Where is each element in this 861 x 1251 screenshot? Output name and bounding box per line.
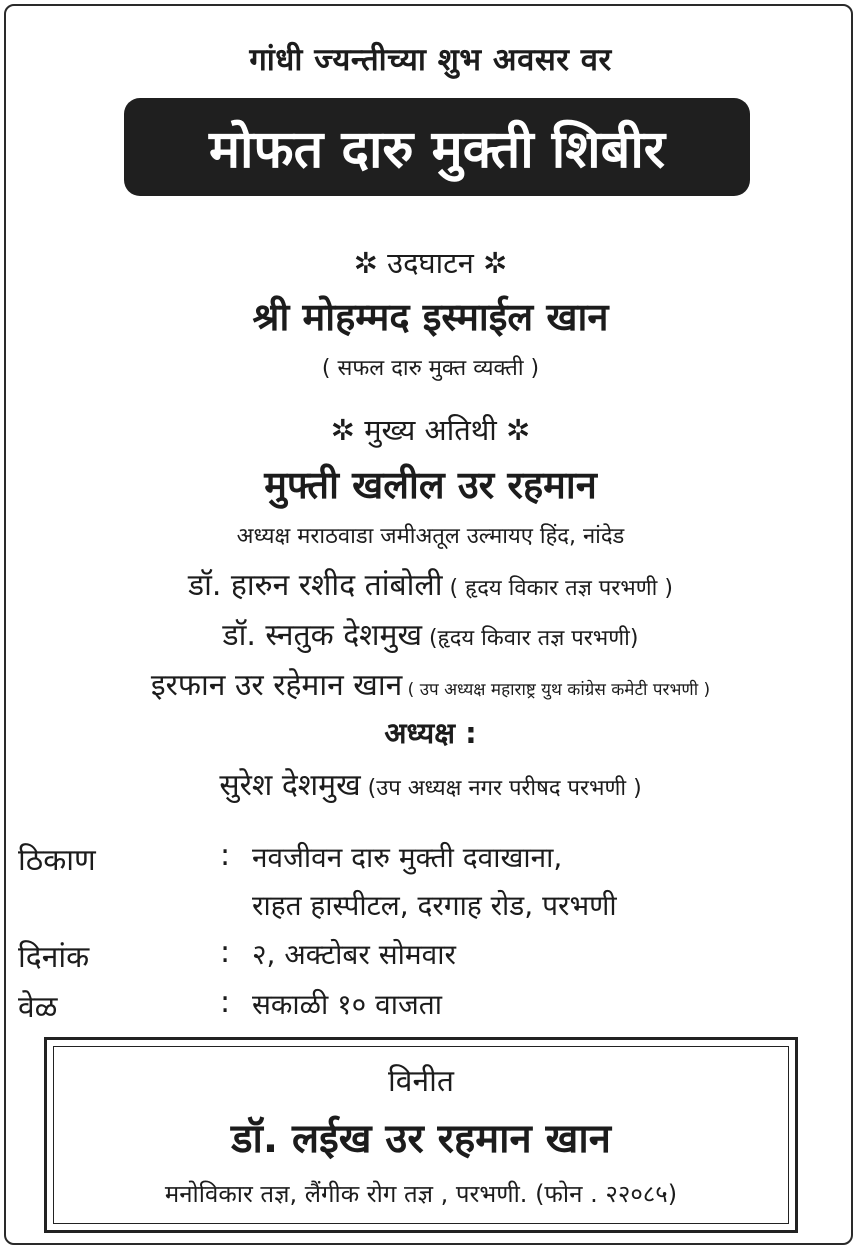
star-icon: ✲ [483,246,508,280]
guest-desc: ( हृदय विकार तज्ञ परभणी ) [442,576,673,601]
guest-desc: (हृदय किवार तज्ञ परभणी) [422,626,639,651]
guest-name: डॉ. हारुन रशीद तांबोली [188,568,443,603]
guest-name: इरफान उर रहेमान खान [150,668,403,703]
date-colon: : [220,935,231,970]
star-icon: ✲ [353,246,378,280]
venue-line-1: नवजीवन दारु मुक्ती दवाखाना, [252,841,563,874]
organizer-desc: मनोविकार तज्ञ, लैंगीक रोग तज्ञ , परभणी. (फोन . २२०८५) [164,1180,678,1208]
chief-guest-label: मुख्य अतिथी [364,413,497,447]
president-desc: (उप अध्यक्ष नगर परीषद परभणी ) [360,776,642,801]
inaugurator-desc: ( सफल दारु मुक्त व्यक्ती ) [321,356,540,381]
date-label: दिनांक [18,940,90,975]
star-icon: ✲ [330,413,355,447]
guest-name: डॉ. स्नतुक देशमुख [222,618,423,653]
occasion-line: गांधी ज्यन्तीच्या शुभ अवसर वर [249,42,612,78]
chief-guest-desc: अध्यक्ष मराठवाडा जमीअतूल उल्मायए हिंद, नांदेड [236,524,625,549]
president-heading: अध्यक्ष : [384,716,477,750]
guest-row [0,663,861,704]
time-colon: : [220,985,231,1020]
time-label: वेळ [18,990,58,1025]
guest-row [0,613,861,654]
venue-colon: : [220,838,231,873]
title-banner [124,98,750,196]
president-row [0,763,861,804]
organizer-box [44,1037,798,1233]
star-icon: ✲ [506,413,531,447]
guest-row [0,563,861,604]
camp-title: मोफत दारु मुक्ती शिबीर [208,119,666,180]
salutation: विनीत [388,1064,454,1099]
inaugurator-name: श्री मोहम्मद इस्माईल खान [252,295,609,339]
inauguration-heading [0,243,861,282]
chief-guest-heading [0,410,861,449]
venue-line-2: राहत हास्पीटल, दरगाह रोड, परभणी [252,889,617,922]
date-value: २, अक्टोबर सोमवार [252,938,456,971]
president-name: सुरेश देशमुख [219,768,361,803]
chief-guest-name: मुफ्ती खलील उर रहमान [264,463,597,507]
guest-desc: ( उप अध्यक्ष महाराष्ट्र युथ कांग्रेस कमेटी परभणी ) [402,680,711,700]
organizer-box-inner [53,1046,789,1224]
venue-label: ठिकाण [18,843,96,878]
organizer-name: डॉ. लईख उर रहमान खान [231,1116,611,1162]
inauguration-label: उदघाटन [387,246,474,280]
time-value: सकाळी १० वाजता [252,988,442,1021]
